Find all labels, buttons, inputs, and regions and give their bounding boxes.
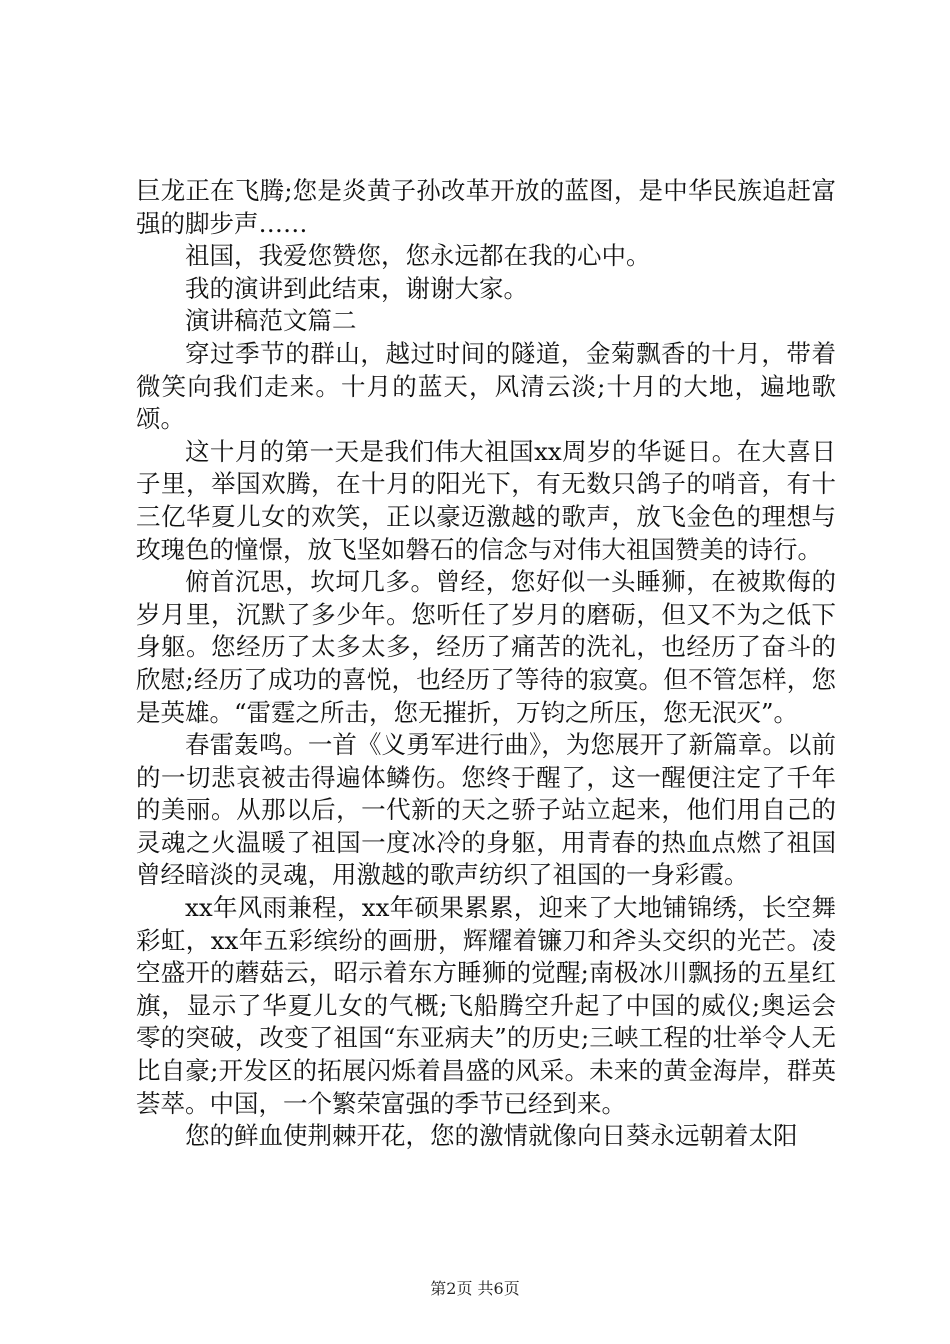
paragraph-5: 穿过季节的群山，越过时间的隧道，金菊飘香的十月，带着微笑向我们走来。十月的蓝天，风清云淡;十月的大地，遍地歌颂。	[136, 338, 836, 434]
paragraph-10: 您的鲜血使荆棘开花，您的激情就像向日葵永远朝着太阳	[185, 1121, 798, 1151]
paragraph-3: 我的演讲到此结束，谢谢大家。	[185, 273, 528, 303]
paragraph-6: 这十月的第一天是我们伟大祖国xx周岁的华诞日。在大喜日子里，举国欢腾，在十月的阳光下，有无数只鸽子的哨音，有十三亿华夏儿女的欢笑，正以豪迈激越的歌声，放飞金色的理想与玫瑰色的憧憬，放飞坚如磐石的信念与对伟大祖国赞美的诗行。	[136, 436, 836, 564]
page-number-footer: 第2页 共6页	[430, 1279, 520, 1298]
paragraph-8: 春雷轰鸣。一首《义勇军进行曲》，为您展开了新篇章。以前的一切悲哀被击得遍体鳞伤。您终于醒了，这一醒便注定了千年的美丽。从那以后，一代新的天之骄子站立起来，他们用自己的灵魂之火温暖了祖国一度冰冷的身躯，用青春的热血点燃了祖国曾经暗淡的灵魂，用激越的歌声纺织了祖国的一身彩霞。	[136, 730, 836, 890]
document-body	[136, 175, 836, 1153]
paragraph-1: 巨龙正在飞腾;您是炎黄子孙改革开放的蓝图，是中华民族追赶富强的脚步声……	[136, 176, 836, 238]
paragraph-9: xx年风雨兼程，xx年硕果累累，迎来了大地铺锦绣，长空舞彩虹，xx年五彩缤纷的画册，辉耀着镰刀和斧头交织的光芒。凌空盛开的蘑菇云，昭示着东方睡狮的觉醒;南极冰川飘扬的五星红旗，显示了华夏儿女的气概;飞船腾空升起了中国的威仪;奥运会零的突破，改变了祖国“东亚病夫”的历史;三峡工程的壮举令人无比自豪;开发区的拓展闪烁着昌盛的风采。未来的黄金海岸，群英荟萃。中国，一个繁荣富强的季节已经到来。	[136, 893, 836, 1118]
paragraph-2: 祖国，我爱您赞您，您永远都在我的心中。	[185, 241, 651, 271]
section-heading: 演讲稿范文篇二	[185, 306, 357, 336]
paragraph-7: 俯首沉思，坎坷几多。曾经，您好似一头睡狮，在被欺侮的岁月里，沉默了多少年。您听任了岁月的磨砺，但又不为之低下身躯。您经历了太多太多，经历了痛苦的洗礼，也经历了奋斗的欣慰;经历了成功的喜悦，也经历了等待的寂寞。但不管怎样，您是英雄。“雷霆之所击，您无摧折，万钧之所压，您无泯灭”。	[136, 567, 836, 727]
